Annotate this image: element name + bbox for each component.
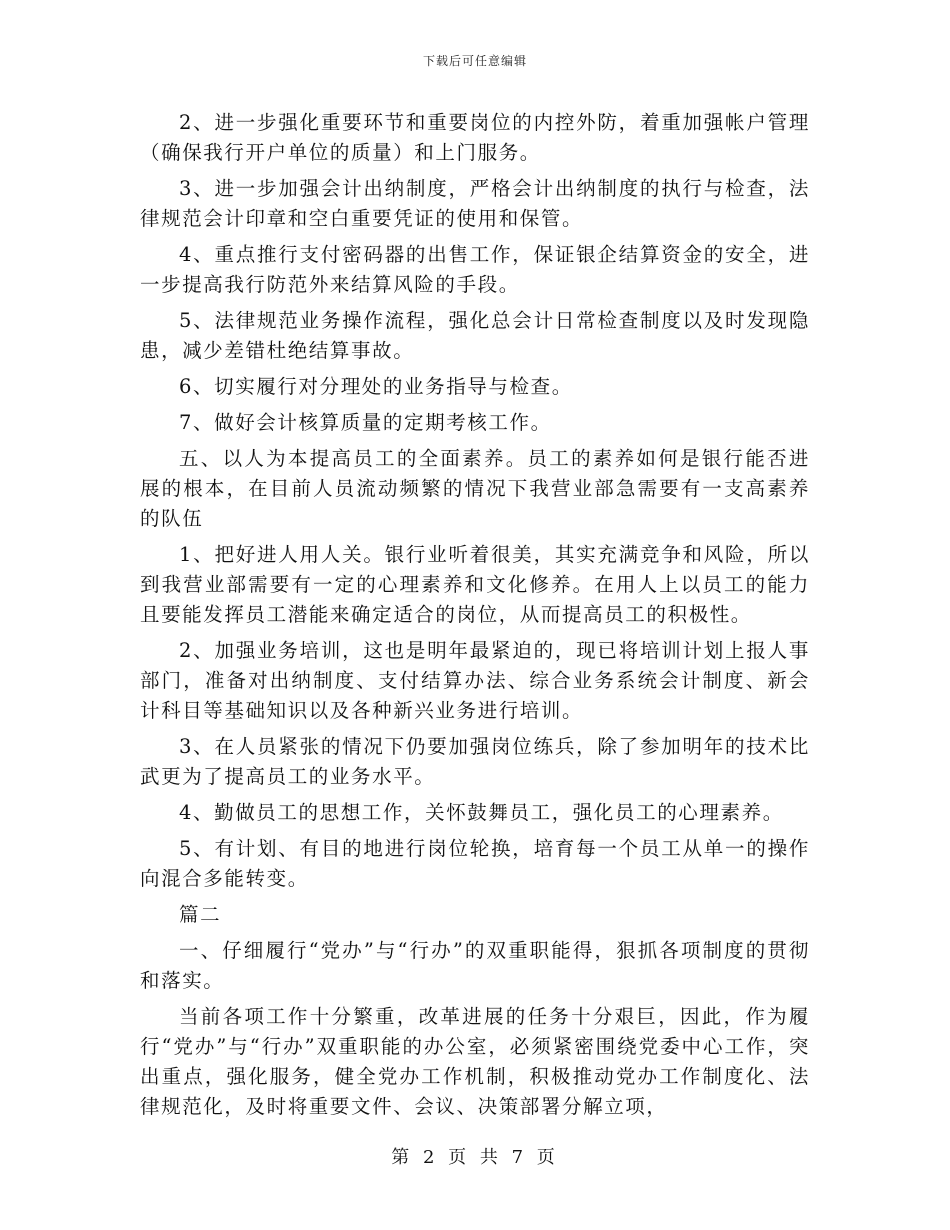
paragraph-15: 当前各项工作十分繁重，改革进展的任务十分艰巨，因此，作为履行“党办”与“行办”双重职能的办公室，必须紧密围绕党委中心工作，突出重点，强化服务，健全党办工作机制，积极推动党办工作制度化、法律规范化，及时将重要文件、会议、决策部署分解立项， bbox=[140, 1005, 810, 1118]
paragraph-8: 1、把好进人用人关。银行业听着很美，其实充满竞争和风险，所以到我营业部需要有一定的心理素养和文化修养。在用人上以员工的能力且要能发挥员工潜能来确定适合的岗位，从而提高员工的积极性。 bbox=[140, 543, 810, 626]
page-number: 第 2 页 共 7 页 bbox=[391, 1147, 559, 1168]
paragraph-10: 3、在人员紧张的情况下仍要加强岗位练兵，除了参加明年的技术比武更为了提高员工的业务水平。 bbox=[140, 735, 810, 788]
paragraph-6: 7、做好会计核算质量的定期考核工作。 bbox=[179, 411, 552, 434]
document-body bbox=[140, 108, 810, 1122]
paragraph-1: 2、进一步强化重要环节和重要岗位的内控外防，着重加强帐户管理（确保我行开户单位的质量）和上门服务。 bbox=[140, 111, 810, 164]
paragraph-11: 4、勤做员工的思想工作，关怀鼓舞员工，强化员工的心理素养。 bbox=[179, 801, 784, 824]
paragraph-4: 5、法律规范业务操作流程，强化总会计日常检查制度以及时发现隐患，减少差错杜绝结算事故。 bbox=[140, 309, 810, 362]
paragraph-2: 3、进一步加强会计出纳制度，严格会计出纳制度的执行与检查，法律规范会计印章和空白重要凭证的使用和保管。 bbox=[140, 177, 810, 230]
paragraph-5: 6、切实履行对分理处的业务指导与检查。 bbox=[179, 375, 573, 398]
section-heading: 篇二 bbox=[179, 903, 222, 926]
paragraph-7: 五、以人为本提高员工的全面素养。员工的素养如何是银行能否进展的根本，在目前人员流动频繁的情况下我营业部急需要有一支高素养的队伍 bbox=[140, 447, 810, 530]
paragraph-14: 一、仔细履行“党办”与“行办”的双重职能得，狠抓各项制度的贯彻和落实。 bbox=[140, 939, 810, 992]
paragraph-9: 2、加强业务培训，这也是明年最紧迫的，现已将培训计划上报人事部门，准备对出纳制度、支付结算办法、综合业务系统会计制度、新会计科目等基础知识以及各种新兴业务进行培训。 bbox=[140, 639, 810, 722]
page-header-note: 下载后可任意编辑 bbox=[422, 54, 527, 68]
paragraph-12: 5、有计划、有目的地进行岗位轮换，培育每一个员工从单一的操作向混合多能转变。 bbox=[140, 837, 810, 890]
paragraph-3: 4、重点推行支付密码器的出售工作，保证银企结算资金的安全，进一步提高我行防范外来结算风险的手段。 bbox=[140, 243, 810, 296]
